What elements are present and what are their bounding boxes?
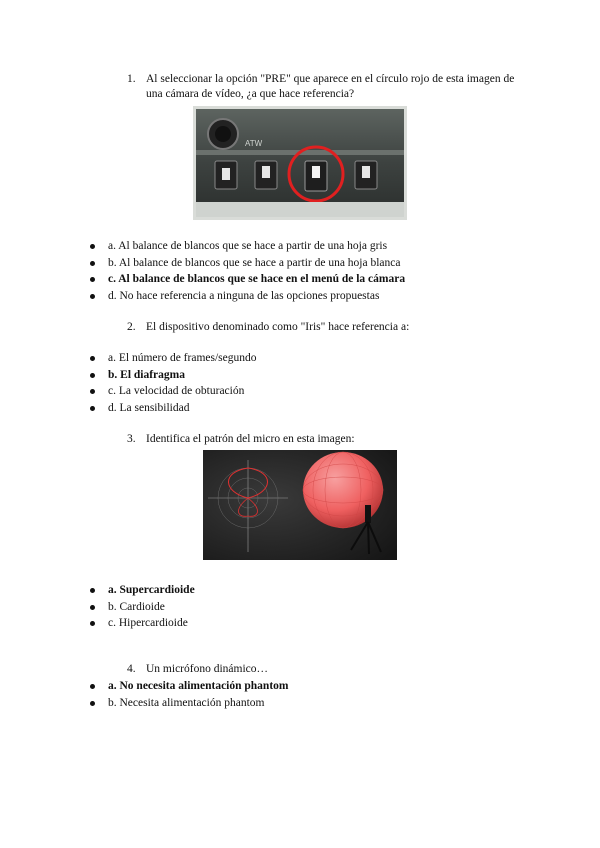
answer-list-1 [90,238,405,304]
question-3 [127,432,527,447]
answer-option[interactable]: c. Hipercardioide [90,615,195,632]
answer-option[interactable]: d. La sensibilidad [90,400,257,417]
question-text: Un micrófono dinámico… [146,663,269,675]
question-number: 3. [127,433,136,445]
answer-list-2 [90,350,257,416]
answer-option-correct[interactable]: b. El diafragma [90,367,257,384]
bullet-icon [90,294,95,299]
bullet-icon [90,605,95,610]
question-text: El dispositivo denominado como "Iris" hace referencia a: [146,321,410,333]
answer-list-3 [90,582,195,632]
bullet-icon [90,277,95,282]
bullet-icon [90,356,95,361]
answer-option[interactable]: b. Necesita alimentación phantom [90,695,288,712]
answer-list-4 [90,678,288,711]
answer-option[interactable]: b. Cardioide [90,599,195,616]
bullet-icon [90,244,95,249]
answer-option[interactable]: c. La velocidad de obturación [90,383,257,400]
bullet-icon [90,261,95,266]
question-4 [127,662,527,677]
camera-photo [193,106,407,220]
atw-label: ATW [245,139,263,148]
answer-option[interactable]: a. Al balance de blancos que se hace a partir de una hoja gris [90,238,405,255]
answer-option-correct[interactable]: c. Al balance de blancos que se hace en el menú de la cámara [90,271,405,288]
bullet-icon [90,701,95,706]
question-number: 1. [127,73,136,85]
question-number: 4. [127,663,136,675]
answer-option-correct[interactable]: a. Supercardioide [90,582,195,599]
bullet-icon [90,373,95,378]
question-2 [127,320,527,335]
answer-option[interactable]: a. El número de frames/segundo [90,350,257,367]
bullet-icon [90,684,95,689]
answer-option[interactable]: b. Al balance de blancos que se hace a partir de una hoja blanca [90,255,405,272]
bullet-icon [90,389,95,394]
answer-option[interactable]: d. No hace referencia a ninguna de las opciones propuestas [90,288,405,305]
question-text: Al seleccionar la opción "PRE" que aparece en el círculo rojo de esta imagen de una cámara de vídeo, ¿a que hace referencia? [146,73,515,100]
bullet-icon [90,588,95,593]
bullet-icon [90,621,95,626]
bullet-icon [90,406,95,411]
question-1 [127,72,527,102]
answer-option-correct[interactable]: a. No necesita alimentación phantom [90,678,288,695]
question-text: Identifica el patrón del micro en esta imagen: [146,433,355,445]
microphone-pattern-photo [203,450,397,560]
question-number: 2. [127,321,136,333]
